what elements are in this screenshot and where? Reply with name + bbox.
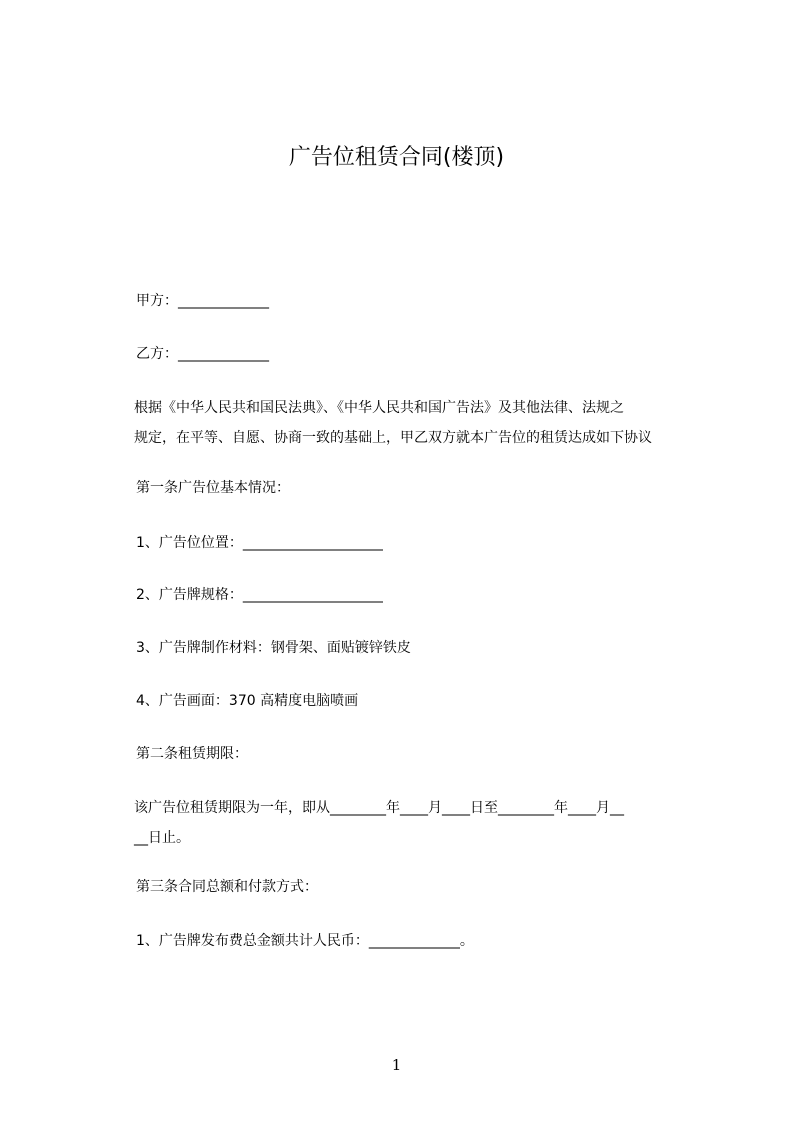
party-b-line: 乙方：_____________ (136, 346, 269, 362)
article-1-item-3: 3、广告牌制作材料：钢骨架、面贴镀锌铁皮 (136, 640, 411, 656)
page-number: 1 (391, 1056, 402, 1074)
article-1-item-2: 2、广告牌规格：____________________ (136, 587, 383, 603)
party-a-line: 甲方：_____________ (136, 293, 269, 309)
article-3-heading: 第三条合同总额和付款方式： (136, 879, 318, 895)
article-1-item-1: 1、广告位位置：____________________ (136, 535, 383, 551)
preamble-line-1: 根据《中华人民共和国民法典》、《中华人民共和国广告法》及其他法律、法规之 (134, 400, 624, 416)
document-title: 广告位租赁合同(楼顶) (288, 145, 505, 170)
article-2-heading: 第二条租赁期限： (136, 746, 248, 762)
article-2-line-1: 该广告位租赁期限为一年，即从________年____月____日至________年____月__ (134, 800, 624, 816)
article-2-line-2: __日止。 (134, 830, 190, 846)
article-1-item-4: 4、广告画面：370 高精度电脑喷画 (136, 693, 359, 709)
article-3-item-1: 1、广告牌发布费总金额共计人民币：_____________。 (136, 933, 474, 949)
preamble-line-2: 规定，在平等、自愿、协商一致的基础上，甲乙双方就本广告位的租赁达成如下协议 (134, 430, 652, 446)
article-1-heading: 第一条广告位基本情况： (136, 480, 290, 496)
